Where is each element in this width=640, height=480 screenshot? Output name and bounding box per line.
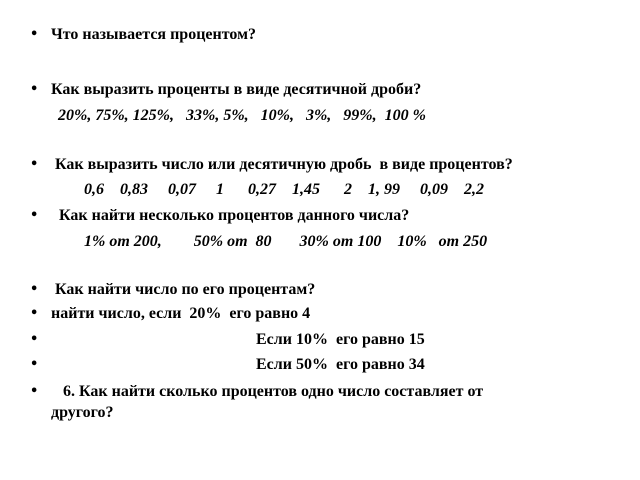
task-find-number-3 (0, 355, 640, 375)
question-percent-to-decimal (0, 80, 640, 100)
line-text: Что называется процентом? (51, 26, 256, 43)
bullet: • (30, 282, 39, 297)
line-text: Если 50% его равно 34 (256, 356, 425, 373)
bullet: • (30, 27, 39, 42)
bullet: • (30, 357, 39, 372)
question-number-to-percent (0, 155, 640, 175)
question-number-by-percent (0, 280, 640, 300)
bullet: • (30, 82, 39, 97)
line-text: Как выразить проценты в виде десятичной дроби? (51, 81, 422, 98)
line-text: Если 10% его равно 15 (256, 331, 425, 348)
line-text: найти число, если 20% его равно 4 (51, 305, 311, 322)
bullet: • (30, 208, 39, 223)
line-text: Как выразить число или десятичную дробь в виде процентов? (51, 156, 513, 173)
line-text: 6. Как найти сколько процентов одно число составляет от (51, 383, 484, 400)
question-percent-of-number (0, 206, 640, 226)
task-find-number-1 (0, 304, 640, 324)
line-text: Как найти число по его процентам? (51, 281, 316, 298)
exercise-percent-of-values (0, 232, 640, 252)
question-percent-ratio (0, 382, 640, 402)
line-text: 1% от 200, 50% от 80 30% от 100 10% от 250 (84, 233, 488, 250)
line-text: 20%, 75%, 125%, 33%, 5%, 10%, 3%, 99%, 100 % (58, 107, 426, 124)
task-find-number-2 (0, 330, 640, 350)
question-percent-definition (0, 25, 640, 45)
question-percent-ratio-cont (0, 403, 640, 423)
bullet: • (30, 306, 39, 321)
line-text: другого? (51, 404, 114, 421)
line-text: 0,6 0,83 0,07 1 0,27 1,45 2 1, 99 0,09 2,2 (84, 181, 484, 198)
bullet: • (30, 332, 39, 347)
exercise-percent-values (0, 106, 640, 126)
bullet: • (30, 384, 39, 399)
line-text: Как найти несколько процентов данного числа? (51, 207, 410, 224)
bullet: • (30, 157, 39, 172)
exercise-decimal-values (0, 180, 640, 200)
